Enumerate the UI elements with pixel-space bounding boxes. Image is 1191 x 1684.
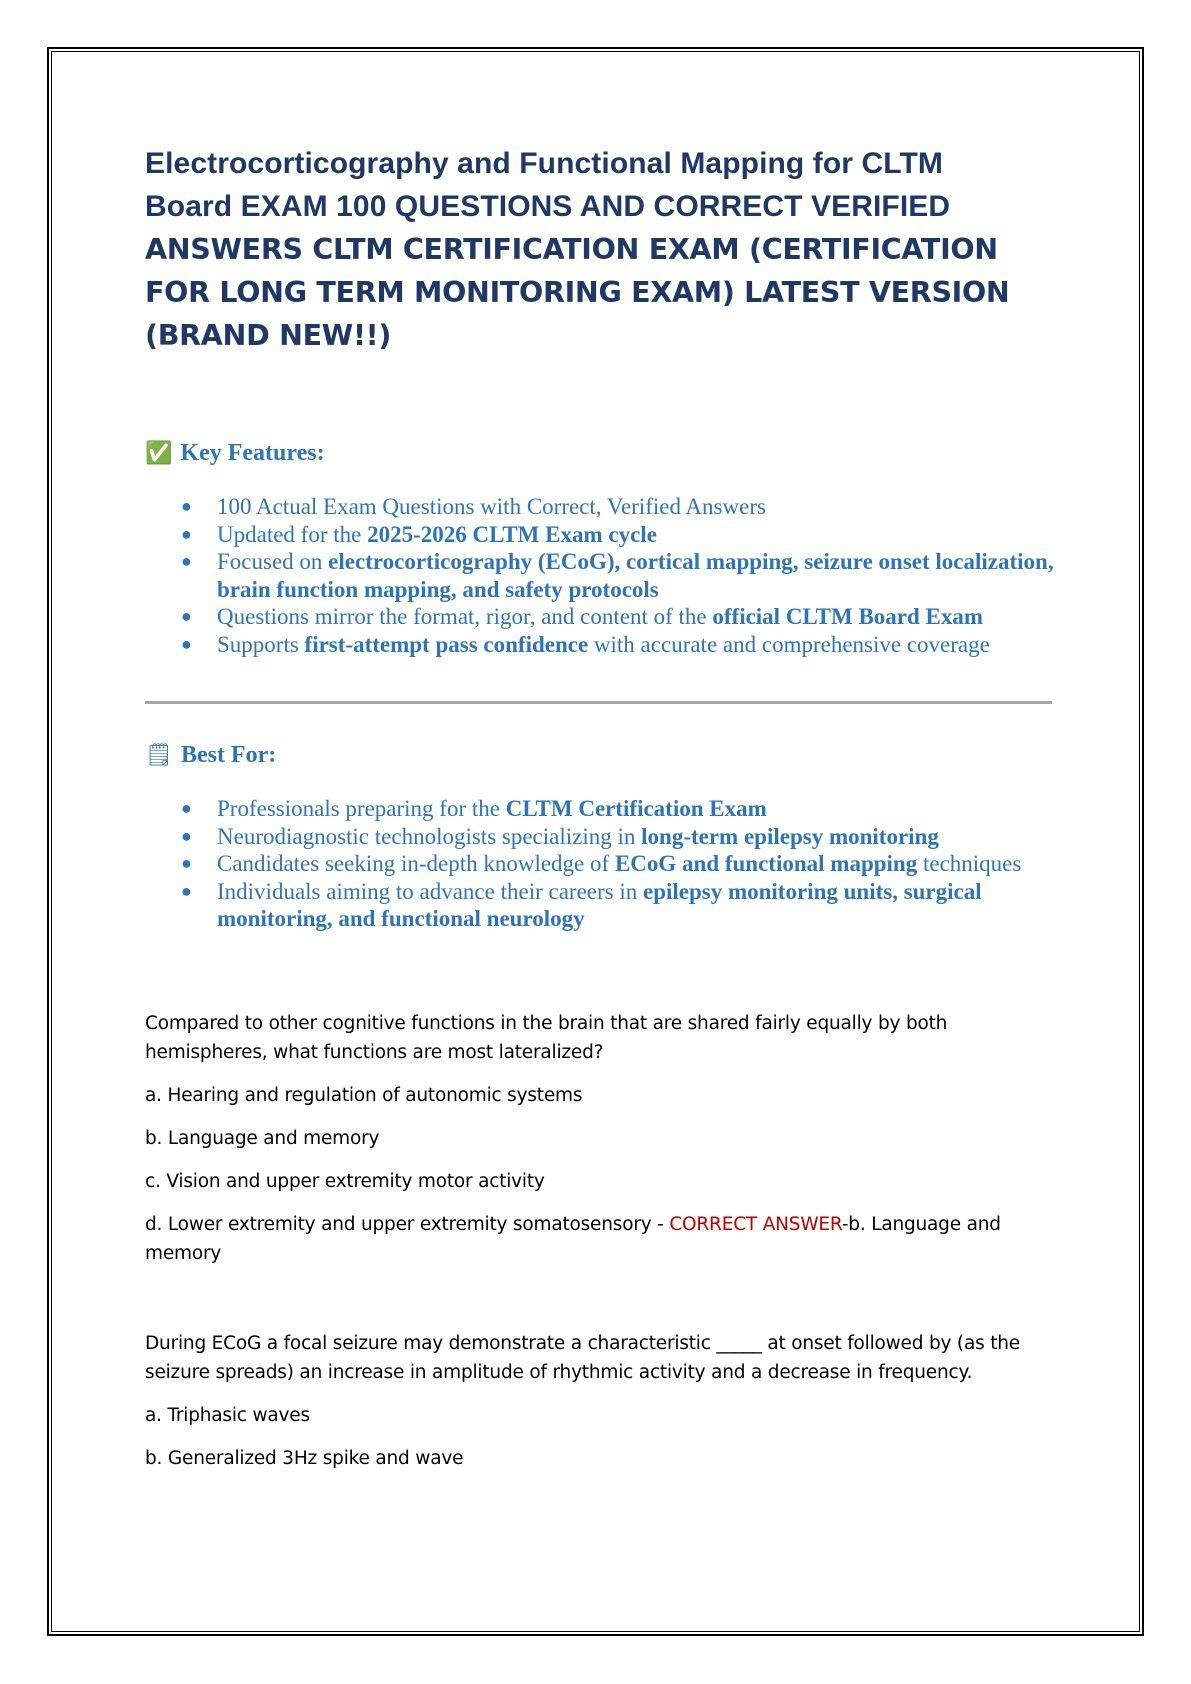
answer-option: a. Hearing and regulation of autonomic systems: [145, 1084, 583, 1106]
title-line-2: Board EXAM 100 QUESTIONS AND CORRECT VERIFIED: [145, 190, 951, 223]
answer-option: b. Generalized 3Hz spike and wave: [145, 1447, 464, 1469]
title-line-3: ANSWERS CLTM CERTIFICATION EXAM (CERTIFICATION: [145, 233, 998, 266]
list-item: ● Candidates seeking in-depth knowledge of ECoG and functional mapping techniques: [181, 851, 1022, 876]
key-features-heading: [145, 440, 1060, 467]
question-1: [145, 1009, 1060, 1268]
list-item: ● Updated for the 2025-2026 CLTM Exam cycle: [181, 521, 657, 547]
question-2: [145, 1329, 1060, 1473]
checkmark-icon: ✅: [145, 441, 173, 466]
document-body: [145, 142, 1060, 1473]
best-for-list: [145, 795, 1060, 933]
question-stem: Compared to other cognitive functions in the brain that are shared fairly equally by both hemispheres, what functions are most lateralized?: [145, 1012, 948, 1063]
list-item: ● Supports first-attempt pass confidence with accurate and comprehensive coverage: [181, 631, 990, 657]
document-title: [145, 142, 1060, 357]
best-for-label: Best For:: [180, 742, 277, 768]
notepad-icon: 🗒: [145, 743, 173, 768]
list-item: ● Neurodiagnostic technologists specializing in long-term epilepsy monitoring: [181, 823, 939, 849]
title-line-1: Electrocorticography and Functional Mapping for CLTM: [145, 147, 943, 180]
list-item: ● Questions mirror the format, rigor, and content of the official CLTM Board Exam: [181, 604, 984, 629]
title-line-5: (BRAND NEW!!): [145, 319, 392, 352]
answer-option: a. Triphasic waves: [145, 1404, 310, 1426]
correct-answer-label: CORRECT ANSWER: [669, 1213, 842, 1235]
list-item: ● Individuals aiming to advance their careers in epilepsy monitoring units, surgical monitoring, and functional neurology: [181, 878, 982, 931]
best-for-heading: [145, 742, 1060, 769]
key-features-list: [145, 493, 1060, 658]
answer-option: b. Language and memory: [145, 1127, 380, 1149]
question-stem: During ECoG a focal seizure may demonstrate a characteristic _____ at onset followed by (as the seizure spreads) an increase in amplitude of rhythmic activity and a decrease in frequency.: [145, 1332, 1020, 1383]
answer-option: c. Vision and upper extremity motor activity: [145, 1170, 545, 1192]
title-line-4: FOR LONG TERM MONITORING EXAM) LATEST VERSION: [145, 276, 1010, 309]
answer-option-with-key: d. Lower extremity and upper extremity somatosensory - CORRECT ANSWER-b. Language and memory: [145, 1213, 1001, 1264]
list-item: ● Professionals preparing for the CLTM Certification Exam: [181, 796, 767, 821]
list-item: ● 100 Actual Exam Questions with Correct, Verified Answers: [181, 494, 766, 519]
key-features-label: Key Features:: [180, 440, 325, 466]
list-item: ● Focused on electrocorticography (ECoG), cortical mapping, seizure onset localization, brain function mapping, and safety protocols: [181, 549, 1054, 602]
